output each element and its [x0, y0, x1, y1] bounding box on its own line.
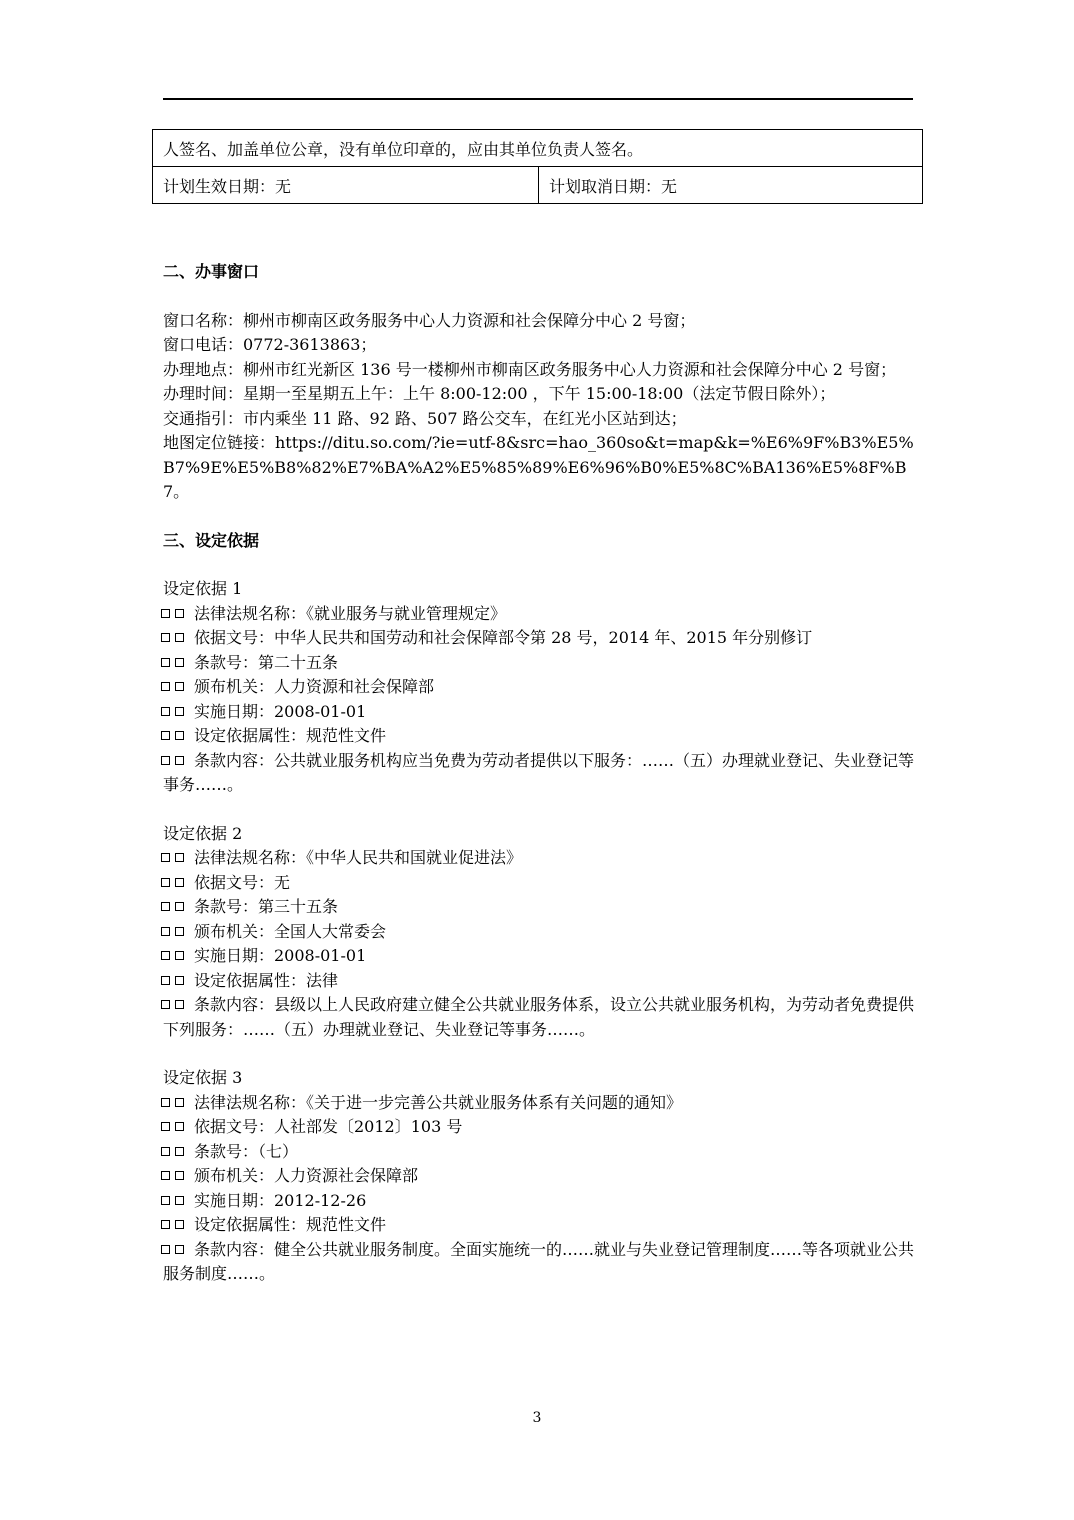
summary-table [152, 129, 923, 204]
checkbox-bullet-icon [161, 724, 189, 749]
checkbox-bullet-icon [161, 895, 189, 920]
basis-item: 依据文号：中华人民共和国劳动和社会保障部令第 28 号，2014 年、2015 年分别修订 [163, 626, 923, 651]
basis-item: 法律法规名称：《就业服务与就业管理规定》 [163, 602, 923, 627]
basis-block-1 [163, 577, 923, 798]
window-transport: 交通指引：市内乘坐 11 路、92 路、507 路公交车，在红光小区站到达； [163, 408, 687, 428]
basis-item: 设定依据属性：规范性文件 [163, 724, 923, 749]
basis-heading: 设定依据 2 [163, 823, 243, 843]
checkbox-bullet-icon [161, 1140, 189, 1165]
checkbox-bullet-icon [161, 602, 189, 627]
table-cell-cancel-date: 计划取消日期：无 [539, 167, 923, 204]
table-cell-effective-date: 计划生效日期：无 [153, 167, 539, 204]
basis-item: 条款号：（七） [163, 1140, 923, 1165]
main-content [163, 260, 923, 1287]
checkbox-bullet-icon [161, 920, 189, 945]
section-title-window: 二、办事窗口 [163, 262, 260, 281]
checkbox-bullet-icon [161, 969, 189, 994]
checkbox-bullet-icon [161, 651, 189, 676]
window-address: 办理地点：柳州市红光新区 136 号一楼柳州市柳南区政务服务中心人力资源和社会保障分中心 2 号窗； [163, 359, 897, 379]
basis-item: 颁布机关：人力资源和社会保障部 [163, 675, 923, 700]
basis-item: 实施日期：2012-12-26 [163, 1189, 923, 1214]
basis-item: 条款内容：公共就业服务机构应当免费为劳动者提供以下服务：……（五）办理就业登记、失业登记等事务……。 [163, 750, 915, 794]
checkbox-bullet-icon [161, 675, 189, 700]
checkbox-bullet-icon [161, 700, 189, 725]
basis-item: 条款内容：健全公共就业服务制度。全面实施统一的……就业与失业登记管理制度……等各项就业公共服务制度……。 [163, 1239, 915, 1283]
basis-item: 颁布机关：人力资源社会保障部 [163, 1164, 923, 1189]
basis-block-3 [163, 1066, 923, 1287]
basis-item: 条款号：第二十五条 [163, 651, 923, 676]
section-title-basis: 三、设定依据 [163, 530, 260, 550]
checkbox-bullet-icon [161, 871, 189, 896]
basis-item: 实施日期：2008-01-01 [163, 944, 923, 969]
checkbox-bullet-icon [161, 749, 189, 774]
window-map-link[interactable]: 地图定位链接：https://ditu.so.com/?ie=utf-8&src=hao_360so&t=map&k=%E6%9F%B3%E5%B7%9E%E5%B8%82%E7%BA%A2%E5%85%89%E6%96%B0%E5%8C%BA136%E5%8F%B7。 [163, 433, 914, 501]
basis-item: 设定依据属性：法律 [163, 969, 923, 994]
page-number: 3 [532, 1410, 542, 1426]
window-hours: 办理时间：星期一至星期五上午：上午 8:00-12:00 ，下午 15:00-18:00（法定节假日除外）； [163, 384, 836, 403]
basis-item: 颁布机关：全国人大常委会 [163, 920, 923, 945]
basis-heading: 设定依据 3 [163, 1068, 243, 1087]
checkbox-bullet-icon [161, 1091, 189, 1116]
basis-item: 依据文号：无 [163, 871, 923, 896]
window-phone: 窗口电话：0772-3613863； [163, 335, 377, 354]
basis-item: 依据文号：人社部发〔2012〕103 号 [163, 1115, 923, 1140]
basis-item: 条款内容：县级以上人民政府建立健全公共就业服务体系，设立公共就业服务机构，为劳动者免费提供下列服务：……（五）办理就业登记、失业登记等事务……。 [163, 995, 915, 1039]
checkbox-bullet-icon [161, 846, 189, 871]
checkbox-bullet-icon [161, 993, 189, 1018]
basis-heading: 设定依据 1 [163, 579, 243, 598]
checkbox-bullet-icon [161, 1238, 189, 1263]
basis-item: 实施日期：2008-01-01 [163, 700, 923, 725]
basis-item: 法律法规名称：《关于进一步完善公共就业服务体系有关问题的通知》 [163, 1091, 923, 1116]
checkbox-bullet-icon [161, 1189, 189, 1214]
basis-block-2 [163, 822, 923, 1043]
window-name: 窗口名称：柳州市柳南区政务服务中心人力资源和社会保障分中心 2 号窗； [163, 310, 696, 330]
basis-item: 条款号：第三十五条 [163, 895, 923, 920]
header-rule [163, 98, 913, 100]
checkbox-bullet-icon [161, 626, 189, 651]
checkbox-bullet-icon [161, 944, 189, 969]
checkbox-bullet-icon [161, 1115, 189, 1140]
basis-item: 法律法规名称：《中华人民共和国就业促进法》 [163, 846, 923, 871]
basis-item: 设定依据属性：规范性文件 [163, 1213, 923, 1238]
checkbox-bullet-icon [161, 1164, 189, 1189]
checkbox-bullet-icon [161, 1213, 189, 1238]
table-cell-signature-note: 人签名、加盖单位公章，没有单位印章的，应由其单位负责人签名。 [153, 130, 923, 167]
